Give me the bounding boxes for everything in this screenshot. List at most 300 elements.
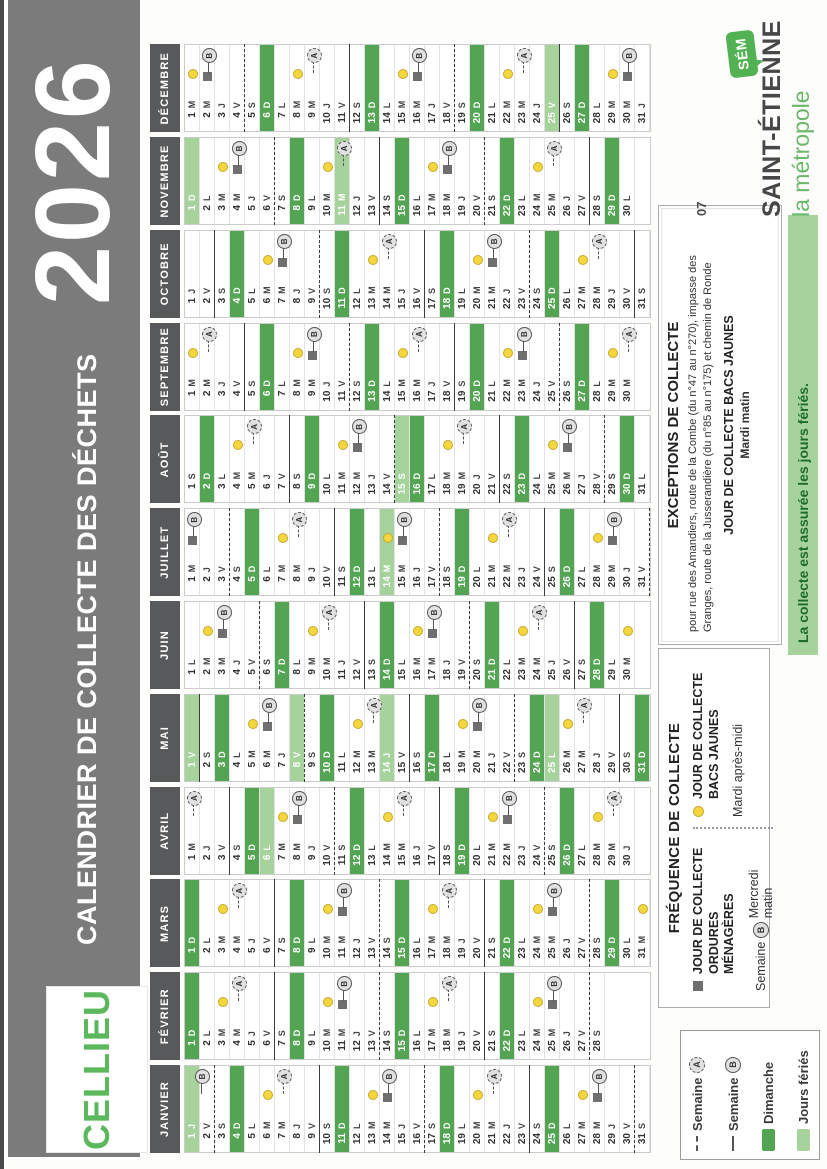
- day-number: 25: [546, 576, 558, 588]
- weekday-letter: V: [262, 194, 272, 201]
- day-number: 22: [501, 297, 513, 309]
- year-label: 2026: [14, 57, 132, 305]
- week-letter-badge: B: [412, 48, 427, 63]
- week-letter-line: [343, 896, 344, 908]
- weekday-letter: J: [232, 659, 242, 665]
- week-letter-badge: A: [607, 791, 622, 806]
- day-number: 21: [486, 1133, 498, 1145]
- weekday-letter: M: [307, 379, 317, 387]
- day-cell: [590, 602, 605, 688]
- day-cell: [290, 231, 305, 317]
- weekday-letter: M: [232, 471, 242, 480]
- weekday-letter: D: [457, 844, 467, 851]
- day-number: 10: [321, 205, 333, 217]
- day-number: 29: [606, 761, 618, 773]
- weekday-letter: L: [517, 195, 527, 201]
- weekday-letter: M: [337, 935, 347, 944]
- week-letter-badge: B: [217, 605, 232, 620]
- day-number: 23: [516, 1040, 528, 1052]
- weekday-letter: J: [502, 288, 512, 294]
- day-cell: [590, 695, 605, 781]
- bacs-jaunes-icon: [488, 533, 498, 543]
- day-number: 11: [336, 205, 348, 216]
- weekday-letter: L: [457, 288, 467, 294]
- weekday-letter: V: [367, 1030, 377, 1037]
- day-cell: [260, 416, 275, 502]
- ordures-menageres-icon: [413, 72, 422, 81]
- day-cell: [530, 138, 545, 224]
- weekday-letter: J: [262, 474, 272, 480]
- sunday-swatch-icon: [762, 1129, 775, 1151]
- day-number: 28: [591, 1133, 603, 1145]
- day-number: 19: [456, 576, 468, 588]
- day-cell: [275, 509, 290, 595]
- week-letter-badge: A: [547, 141, 562, 156]
- exceptions-text: pour rue des Amandiers, route de la Combe (du n°47 au n°270), impasse des Granges, route de la Jusserandière (du n°85 au n°175) et chemin de Ronde: [687, 255, 714, 632]
- day-number: 4: [231, 297, 243, 304]
- weekday-letter: S: [277, 1030, 287, 1037]
- day-number: 21: [486, 669, 498, 681]
- weekday-letter: D: [277, 658, 287, 665]
- weekday-letter: M: [322, 657, 332, 665]
- month-header: DÉCEMBRE: [150, 44, 180, 132]
- day-cell: [635, 1066, 650, 1152]
- week-separator-line: [229, 508, 230, 596]
- day-cell: [350, 788, 365, 874]
- day-cell: [260, 880, 275, 966]
- weekday-letter: V: [397, 751, 407, 758]
- day-number: 2: [201, 112, 213, 118]
- weekday-letter: S: [217, 287, 227, 294]
- weekday-letter: M: [442, 471, 452, 480]
- day-cell: [350, 509, 365, 595]
- weekday-letter: L: [622, 937, 632, 944]
- week-letter-line: [553, 896, 554, 908]
- weekday-letter: M: [322, 1028, 332, 1037]
- weekday-letter: J: [367, 474, 377, 480]
- weekday-letter: M: [217, 935, 227, 944]
- day-number: 31: [636, 297, 648, 309]
- day-number: 31: [636, 483, 648, 495]
- day-number: 23: [516, 390, 528, 402]
- day-number: 30: [621, 947, 633, 959]
- day-number: 7: [276, 483, 288, 489]
- day-number: 15: [396, 297, 408, 309]
- weekday-letter: V: [412, 287, 422, 294]
- day-number: 2: [201, 947, 213, 953]
- month-column: [150, 44, 651, 132]
- day-number: 5: [246, 669, 258, 675]
- week-separator-line: [454, 323, 455, 411]
- weekday-letter: M: [307, 657, 317, 665]
- ordures-menageres-icon: [218, 629, 227, 638]
- day-number: 28: [591, 854, 603, 866]
- day-cell: [275, 45, 290, 131]
- weekday-letter: M: [592, 564, 602, 573]
- day-number: 6: [261, 205, 273, 211]
- day-number: 4: [231, 1040, 243, 1046]
- week-letter-badge: B: [472, 698, 487, 713]
- bacs-jaunes-icon: [218, 904, 228, 914]
- ordures-menageres-icon: [443, 165, 452, 174]
- day-number: 11: [336, 112, 348, 123]
- day-number: 21: [486, 576, 498, 588]
- weekday-letter: S: [532, 287, 542, 294]
- weekday-letter: L: [187, 659, 197, 665]
- weekday-letter: D: [292, 1029, 302, 1037]
- weekday-letter: D: [397, 194, 407, 201]
- month-header: SEPTEMBRE: [150, 323, 180, 411]
- day-number: 31: [636, 947, 648, 959]
- week-separator-line: [514, 694, 515, 782]
- bacs-jaunes-icon: [383, 533, 393, 543]
- day-number: 9: [306, 761, 318, 768]
- day-cell: [185, 231, 200, 317]
- day-number: 8: [291, 669, 303, 675]
- weekday-letter: S: [382, 194, 392, 201]
- logo-name: SAINT-ÉTIENNE: [758, 20, 786, 217]
- week-separator-line: [289, 415, 290, 503]
- weekday-letter: M: [592, 1121, 602, 1129]
- weekday-letter: S: [352, 102, 362, 109]
- day-number: 15: [396, 669, 408, 681]
- day-cell: [530, 1066, 545, 1152]
- weekday-letter: V: [217, 844, 227, 851]
- day-number: 30: [621, 1133, 633, 1145]
- weekday-letter: S: [247, 380, 257, 387]
- week-separator-line: [589, 879, 590, 967]
- day-number: 4: [231, 1133, 243, 1139]
- day-cell: [500, 416, 515, 502]
- bacs-jaunes-icon: [428, 904, 438, 914]
- day-number: 1: [186, 483, 198, 489]
- day-number: 9: [306, 1133, 318, 1139]
- weekday-letter: M: [562, 471, 572, 480]
- month-days: [184, 1065, 651, 1153]
- weekday-letter: D: [247, 844, 257, 851]
- day-number: 11: [336, 761, 348, 773]
- day-number: 10: [321, 483, 333, 495]
- week-b-icon: B: [725, 1057, 741, 1073]
- day-number: 2: [201, 669, 213, 675]
- weekday-letter: J: [352, 938, 362, 944]
- day-cell: [305, 880, 320, 966]
- day-number: 16: [411, 205, 423, 217]
- weekday-letter: M: [577, 1121, 587, 1129]
- day-number: 12: [351, 947, 363, 959]
- day-cell: [425, 788, 440, 874]
- day-number: 15: [396, 1040, 408, 1052]
- day-number: 13: [366, 112, 378, 124]
- day-cell: [185, 416, 200, 502]
- weekday-letter: J: [382, 752, 392, 758]
- day-cell: [350, 45, 365, 131]
- day-number: 1: [186, 947, 198, 953]
- bacs-jaunes-icon: [353, 719, 363, 729]
- weekday-letter: L: [412, 937, 422, 944]
- dotted-separator: [693, 827, 773, 829]
- weekday-letter: J: [532, 103, 542, 109]
- day-number: 10: [321, 669, 333, 681]
- day-number: 14: [381, 854, 393, 866]
- weekday-letter: J: [457, 938, 467, 944]
- day-number: 28: [591, 669, 603, 681]
- day-number: 29: [606, 854, 618, 866]
- week-letter-badge: B: [307, 327, 322, 342]
- day-number: 26: [561, 669, 573, 681]
- day-number: 28: [591, 1040, 603, 1052]
- month-column: [150, 694, 651, 782]
- weekday-letter: M: [382, 564, 392, 573]
- day-number: 11: [336, 1133, 348, 1144]
- day-cell: [425, 231, 440, 317]
- day-number: 23: [516, 112, 528, 124]
- jaunes-label: JOUR DE COLLECTE BACS JAUNES: [691, 672, 721, 799]
- day-number: 15: [396, 112, 408, 124]
- day-number: 19: [456, 854, 468, 866]
- legend-label: Jours fériés: [796, 1050, 811, 1124]
- ordures-menageres-icon: [263, 722, 272, 731]
- weekday-letter: D: [307, 472, 317, 480]
- weekday-letter: L: [412, 195, 422, 201]
- day-number: 12: [351, 205, 363, 217]
- day-number: 24: [531, 576, 543, 588]
- day-number: 13: [366, 297, 378, 309]
- day-number: 6: [261, 947, 273, 953]
- weekday-letter: M: [547, 935, 557, 944]
- weekday-letter: L: [217, 473, 227, 480]
- day-cell: [185, 324, 200, 410]
- day-cell: [620, 1066, 635, 1152]
- day-number: 13: [366, 947, 378, 959]
- legend-box: [680, 1030, 820, 1160]
- weekday-letter: D: [517, 472, 527, 480]
- day-number: 30: [621, 669, 633, 681]
- day-number: 31: [636, 761, 648, 773]
- day-cell: [260, 509, 275, 595]
- day-number: 26: [561, 854, 573, 866]
- day-number: 4: [231, 761, 243, 768]
- day-number: 1: [186, 1133, 198, 1139]
- day-number: 2: [201, 205, 213, 211]
- day-cell: [440, 602, 455, 688]
- day-number: 18: [441, 483, 453, 495]
- day-number: 29: [606, 1133, 618, 1145]
- day-number: 22: [501, 576, 513, 588]
- day-cell: [350, 324, 365, 410]
- day-cell: [515, 231, 530, 317]
- logo-subtitle: la métropole: [788, 90, 814, 217]
- day-cell: [365, 973, 380, 1059]
- week-separator-line: [589, 972, 590, 1060]
- sem-badge-icon: SÉM: [725, 29, 758, 78]
- month-column: [150, 787, 651, 875]
- day-number: 2: [201, 483, 213, 489]
- day-cell: [380, 880, 395, 966]
- day-number: 3: [216, 947, 228, 953]
- day-cell: [305, 602, 320, 688]
- day-number: 25: [546, 947, 558, 959]
- week-letter-line: [568, 432, 569, 444]
- weekday-letter: L: [562, 1123, 572, 1129]
- day-cell: [620, 416, 635, 502]
- weekday-letter: J: [202, 845, 212, 851]
- day-cell: [605, 880, 620, 966]
- weekday-letter: V: [352, 658, 362, 665]
- weekday-letter: J: [247, 1031, 257, 1037]
- weekday-letter: D: [607, 936, 617, 944]
- bacs-jaunes-icon: [218, 997, 228, 1007]
- day-number: 20: [471, 947, 483, 959]
- day-number: 9: [306, 205, 318, 211]
- day-cell: [605, 324, 620, 410]
- weekday-letter: D: [337, 1122, 347, 1129]
- weekday-letter: S: [547, 566, 557, 573]
- week-separator-line: [484, 137, 485, 225]
- day-number: 4: [231, 669, 243, 675]
- week-separator-line: [304, 694, 305, 782]
- day-number: 7: [276, 112, 288, 118]
- weekday-letter: L: [337, 752, 347, 758]
- weekday-letter: M: [637, 935, 647, 944]
- day-number: 18: [441, 669, 453, 681]
- week-letter-badge: B: [195, 1069, 210, 1084]
- bacs-jaunes-icon: [503, 69, 513, 79]
- day-number: 27: [576, 761, 588, 773]
- legend-label: Semaine: [689, 1077, 705, 1131]
- day-cell: [320, 973, 335, 1059]
- weekday-letter: V: [277, 473, 287, 480]
- day-cell: [215, 880, 230, 966]
- ordures-menageres-icon: [608, 536, 617, 545]
- day-cell: [380, 138, 395, 224]
- weekday-letter: S: [352, 380, 362, 387]
- day-cell: [395, 231, 410, 317]
- weekday-letter: M: [232, 935, 242, 944]
- day-number: 18: [441, 205, 453, 217]
- day-number: 26: [561, 205, 573, 217]
- weekday-letter: V: [442, 380, 452, 387]
- day-cell: [455, 788, 470, 874]
- weekday-letter: M: [622, 379, 632, 387]
- weekday-letter: J: [217, 103, 227, 109]
- day-number: 11: [336, 854, 348, 866]
- weekday-letter: J: [562, 938, 572, 944]
- day-number: 9: [306, 390, 318, 397]
- day-cell: [560, 973, 575, 1059]
- weekday-letter: M: [397, 564, 407, 573]
- weekday-letter: L: [202, 937, 212, 944]
- week-letter-badge: B: [502, 791, 517, 806]
- day-cell: [470, 416, 485, 502]
- day-cell: [440, 509, 455, 595]
- weekday-letter: L: [517, 1030, 527, 1037]
- day-number: 1: [186, 576, 198, 582]
- day-number: 24: [531, 297, 543, 309]
- weekday-letter: M: [427, 1028, 437, 1037]
- day-number: 1: [186, 854, 198, 861]
- day-number: 4: [231, 947, 243, 953]
- week-letter-badge: A: [397, 791, 412, 806]
- week-letter-badge: B: [622, 48, 637, 63]
- day-number: 24: [531, 947, 543, 959]
- week-separator-line: [649, 508, 650, 596]
- weekday-letter: S: [427, 1122, 437, 1129]
- day-cell: [350, 880, 365, 966]
- weekday-letter: J: [607, 1123, 617, 1129]
- weekday-letter: J: [322, 381, 332, 387]
- weekday-letter: J: [322, 103, 332, 109]
- day-cell: [455, 880, 470, 966]
- weekday-letter: L: [547, 752, 557, 758]
- day-number: 24: [531, 205, 543, 217]
- day-number: 22: [501, 483, 513, 495]
- weekday-letter: S: [232, 844, 242, 851]
- week-separator-line: [334, 787, 335, 875]
- weekday-letter: V: [427, 566, 437, 573]
- day-cell: [545, 45, 560, 131]
- week-letter-badge: A: [232, 883, 247, 898]
- weekday-letter: J: [307, 567, 317, 573]
- day-cell: [560, 324, 575, 410]
- day-cell: [395, 695, 410, 781]
- day-cell: [485, 695, 500, 781]
- week-letter-badge: B: [517, 327, 532, 342]
- day-cell: [245, 231, 260, 317]
- day-cell: [545, 324, 560, 410]
- legend-semaine-b: [725, 1039, 741, 1151]
- day-number: 25: [546, 205, 558, 217]
- day-number: 5: [246, 947, 258, 953]
- day-cell: [380, 695, 395, 781]
- weekday-letter: J: [562, 195, 572, 201]
- day-number: 28: [591, 947, 603, 959]
- weekday-letter: D: [562, 565, 572, 573]
- day-number: 23: [516, 297, 528, 309]
- day-number: 3: [216, 1040, 228, 1046]
- weekday-letter: S: [412, 751, 422, 758]
- day-number: 16: [411, 297, 423, 309]
- day-number: 26: [561, 297, 573, 309]
- weekday-letter: D: [577, 101, 587, 109]
- weekday-letter: L: [442, 752, 452, 758]
- weekday-letter: D: [232, 287, 242, 294]
- weekday-letter: S: [457, 102, 467, 109]
- weekday-letter: L: [502, 659, 512, 665]
- week-separator-line: [619, 694, 620, 782]
- day-cell: [335, 416, 350, 502]
- weekday-letter: M: [397, 379, 407, 387]
- day-number: 15: [396, 854, 408, 866]
- day-cell: [380, 973, 395, 1059]
- day-number: 22: [501, 947, 513, 959]
- week-letter-badge: B: [562, 419, 577, 434]
- weekday-letter: M: [277, 1121, 287, 1129]
- weekday-letter: V: [532, 844, 542, 851]
- month-days: [184, 787, 651, 875]
- ordures-menageres-icon: [488, 258, 497, 267]
- day-number: 15: [396, 576, 408, 588]
- day-number: 25: [546, 1133, 558, 1145]
- week-letter-badge: B: [382, 1069, 397, 1084]
- day-number: 12: [351, 761, 363, 773]
- day-number: 8: [291, 112, 303, 118]
- weekday-letter: D: [592, 658, 602, 665]
- day-cell: [320, 509, 335, 595]
- ordures-menageres-icon: [188, 536, 197, 545]
- weekday-letter: M: [202, 100, 212, 109]
- weekday-letter: D: [472, 380, 482, 387]
